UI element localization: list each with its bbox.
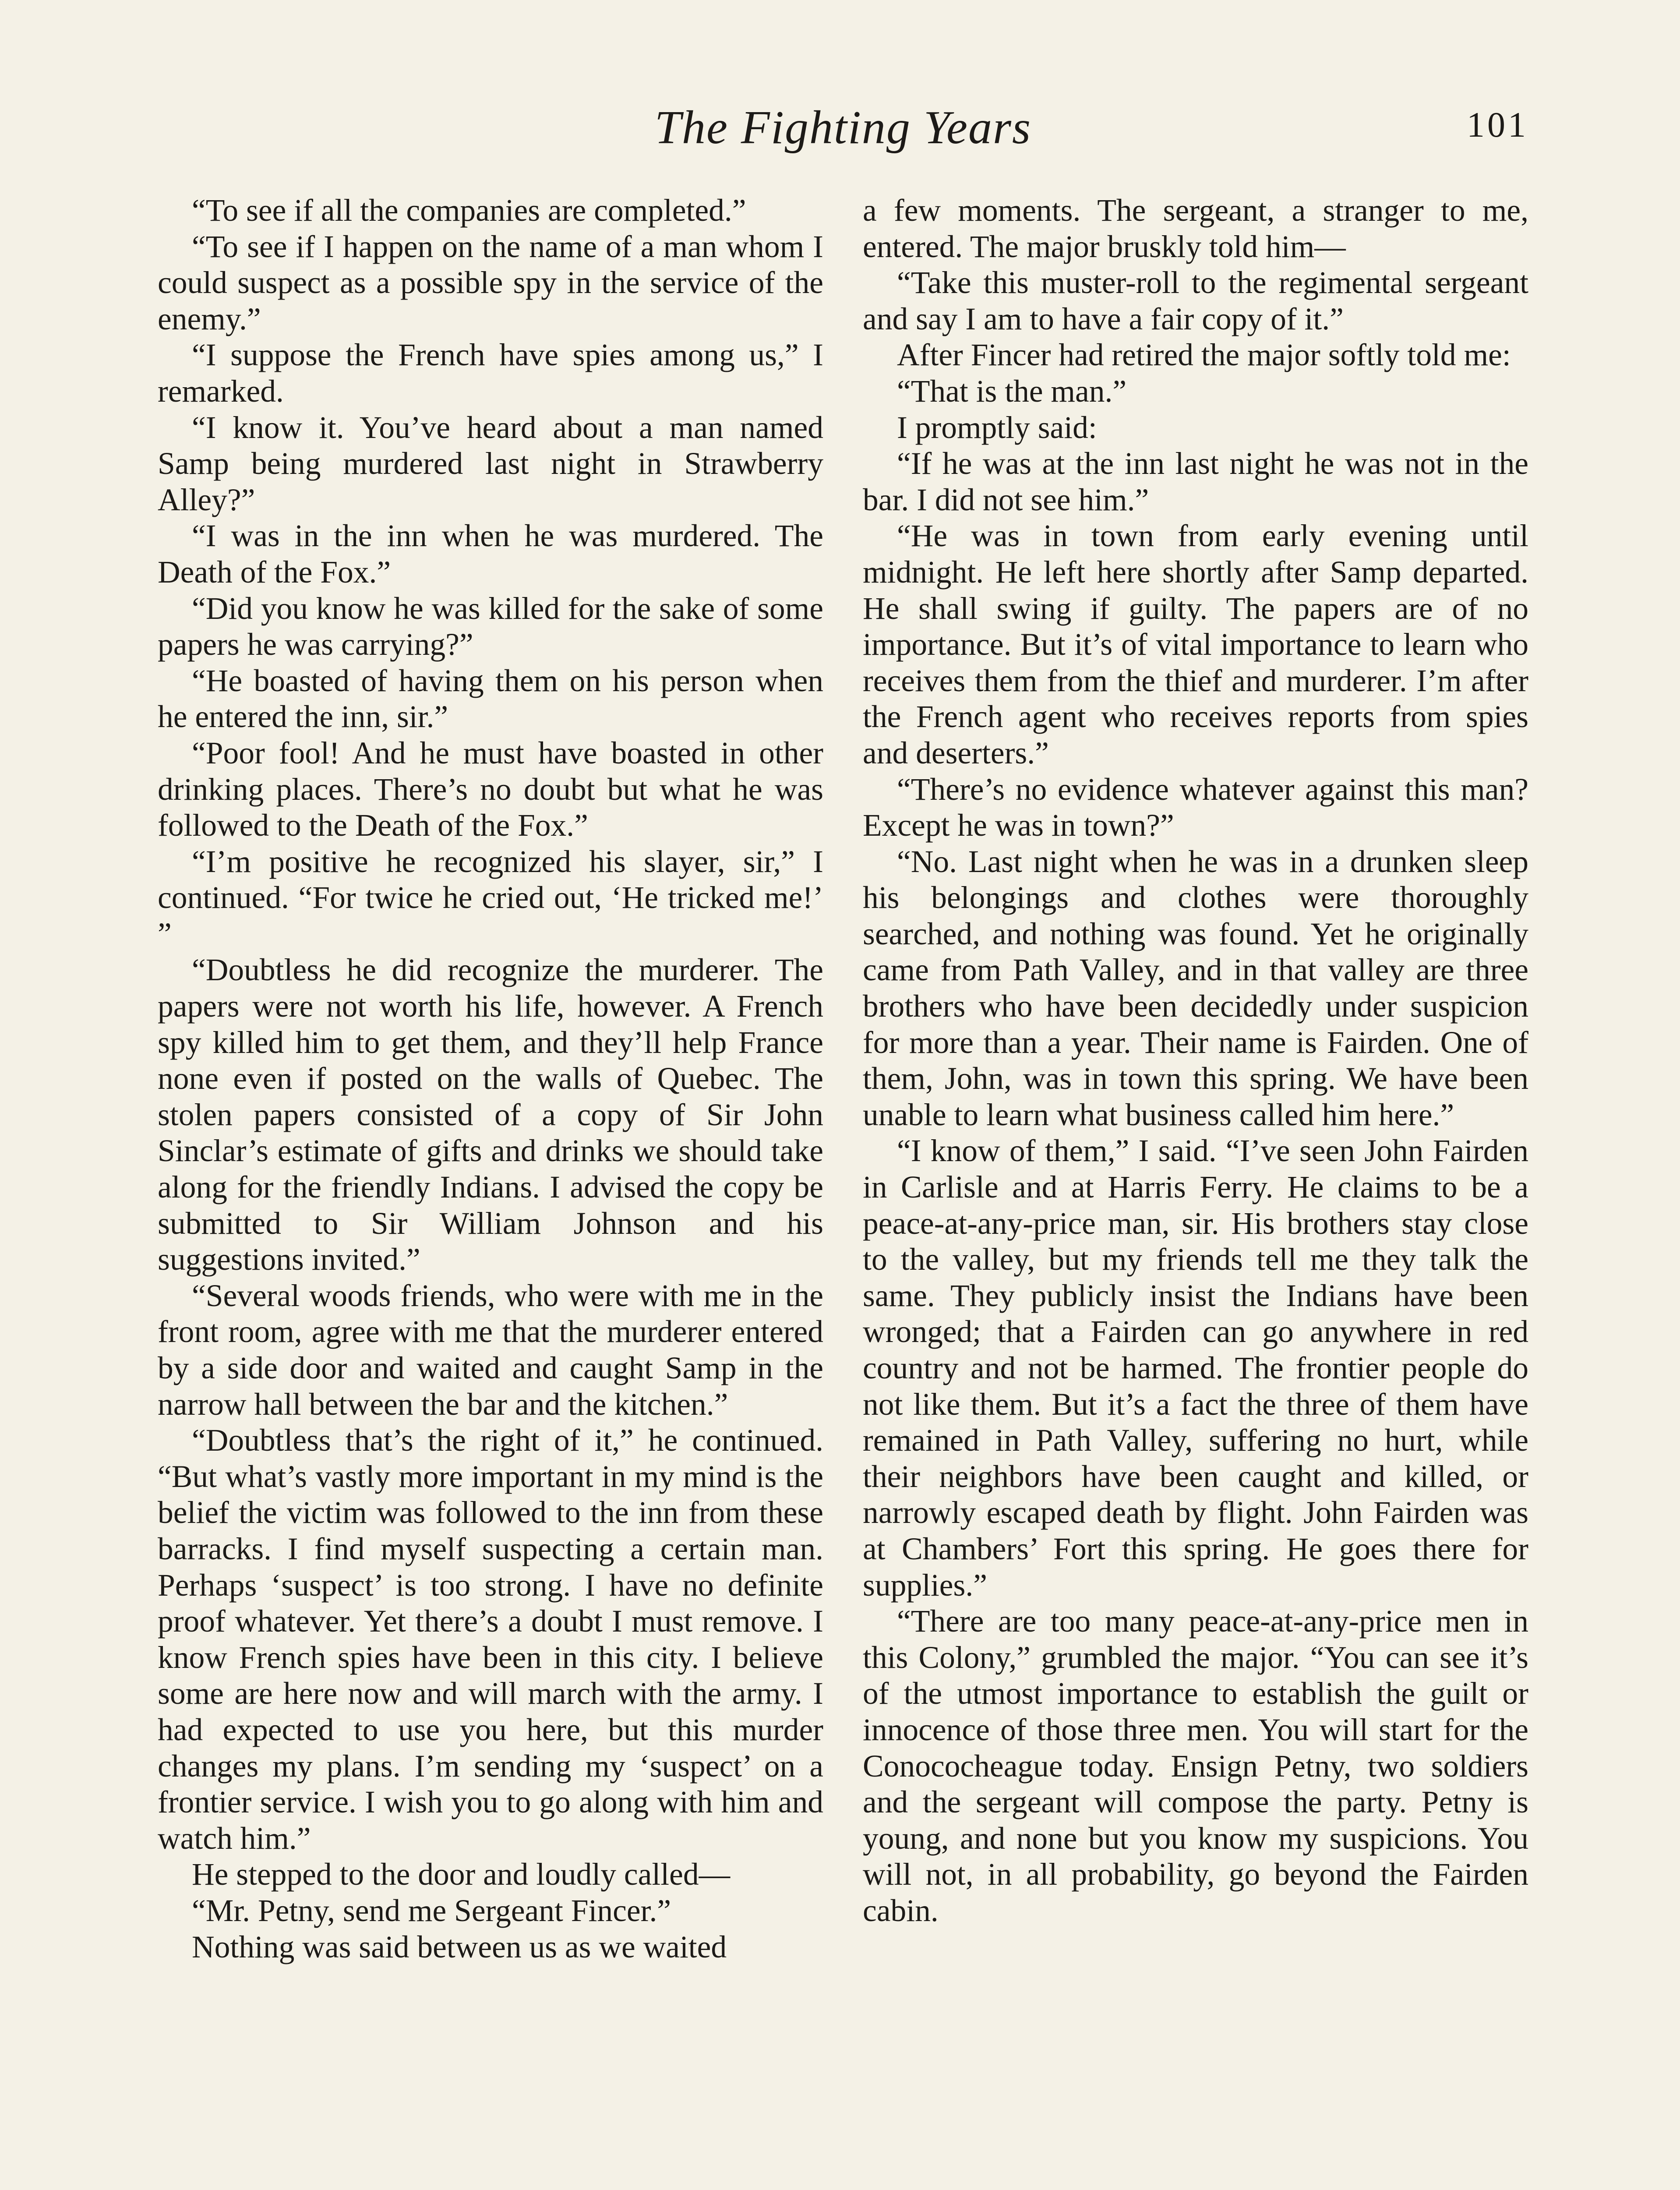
paragraph: “He boasted of having them on his person when he entered the inn, sir.” [158,663,823,735]
left-column [158,193,823,1965]
paragraph: “Mr. Petny, send me Sergeant Fincer.” [192,1893,671,1928]
paragraph: “I know of them,” I said. “I’ve seen John Fairden in Carlisle and at Harris Ferry. He claims to be a peace-at-any-price man, sir. His brothers stay close to the valley, but my friends tell me they talk the same. They publicly insist the Indians have been wronged; that a Fairden can go anywhere in red country and not be harmed. The frontier people do not like them. But it’s a fact the three of them have remained in Path Valley, suffering no hurt, while their neighbors have been caught and killed, or narrowly escaped death by flight. John Fairden was at Chambers’ Fort this spring. He goes there for supplies.” [863,1134,1528,1603]
paragraph: “To see if I happen on the name of a man whom I could suspect as a possible spy in the service of the enemy.” [158,229,823,336]
paragraph: “Did you know he was killed for the sake of some papers he was carrying?” [158,591,823,662]
page-number: 101 [1467,105,1528,145]
paragraph: “Doubtless he did recognize the murderer. The papers were not worth his life, however. A French spy killed him to get them, and they’ll help France none even if posted on the walls of Quebec. The stolen papers consisted of a copy of Sir John Sinclar’s estimate of gifts and drinks we should take along for the friendly Indians. I advised the copy be submitted to Sir William Johnson and his suggestions invited.” [158,953,823,1277]
paragraph: “I was in the inn when he was murdered. The Death of the Fox.” [158,519,823,590]
paragraph: “Poor fool! And he must have boasted in other drinking places. There’s no doubt but what he was followed to the Death of the Fox.” [158,735,823,843]
paragraph: He stepped to the door and loudly called— [192,1857,731,1892]
right-column [863,193,1528,1929]
page-header [158,101,1528,171]
paragraph: “To see if all the companies are completed.” [192,193,746,228]
paragraph: I promptly said: [897,410,1097,445]
running-title: The Fighting Years [654,102,1032,154]
paragraph: “Doubtless that’s the right of it,” he continued. “But what’s vastly more important in my mind is the belief the victim was followed to the inn from these barracks. I find myself suspecting a certain man. Perhaps ‘suspect’ is too strong. I have no definite proof whatever. Yet there’s a doubt I must remove. I know French spies have been in this city. I believe some are here now and will march with the army. I had expected to use you here, but this murder changes my plans. I’m sending my ‘suspect’ on a frontier service. I wish you to go along with him and watch him.” [158,1423,823,1856]
paragraph: “There are too many peace-at-any-price men in this Colony,” grumbled the major. “You can see it’s of the utmost importance to establish the guilt or innocence of those three men. You will start for the Conococheague today. Ensign Petny, two soldiers and the sergeant will compose the party. Petny is young, and none but you know my suspicions. You will not, in all probability, go beyond the Fairden cabin. [863,1604,1528,1928]
paragraph: “I know it. You’ve heard about a man named Samp being murdered last night in Strawberry Alley?” [158,410,823,517]
paragraph: “Take this muster-roll to the regimental sergeant and say I am to have a fair copy of it.” [863,265,1528,336]
paragraph: “Several woods friends, who were with me in the front room, agree with me that the murderer entered by a side door and waited and caught Samp in the narrow hall between the bar and the kitchen.” [158,1278,823,1422]
paragraph: “There’s no evidence whatever against this man? Except he was in town?” [863,772,1528,843]
text-columns [158,193,1528,2190]
paragraph: Nothing was said between us as we waited [192,1929,727,1964]
paragraph: “I’m positive he recognized his slayer, sir,” I continued. “For twice he cried out, ‘He tricked me!’ ” [158,844,823,951]
paragraph: “That is the man.” [897,374,1127,409]
paragraph: “He was in town from early evening until midnight. He left here shortly after Samp departed. He shall swing if guilty. The papers are of no importance. But it’s of vital importance to learn who receives them from the thief and murderer. I’m after the French agent who receives reports from spies and deserters.” [863,519,1528,770]
paragraph: After Fincer had retired the major softly told me: [897,338,1511,373]
paragraph: a few moments. The sergeant, a stranger to me, entered. The major bruskly told him— [863,193,1528,264]
paragraph: “I suppose the French have spies among us,” I remarked. [158,338,823,409]
paragraph: “No. Last night when he was in a drunken sleep his belongings and clothes were thoroughly searched, and nothing was found. Yet he originally came from Path Valley, and in that valley are three brothers who have been decidedly under suspicion for more than a year. Their name is Fairden. One of them, John, was in town this spring. We have been unable to learn what business called him here.” [863,844,1528,1132]
paragraph: “If he was at the inn last night he was not in the bar. I did not see him.” [863,446,1528,517]
